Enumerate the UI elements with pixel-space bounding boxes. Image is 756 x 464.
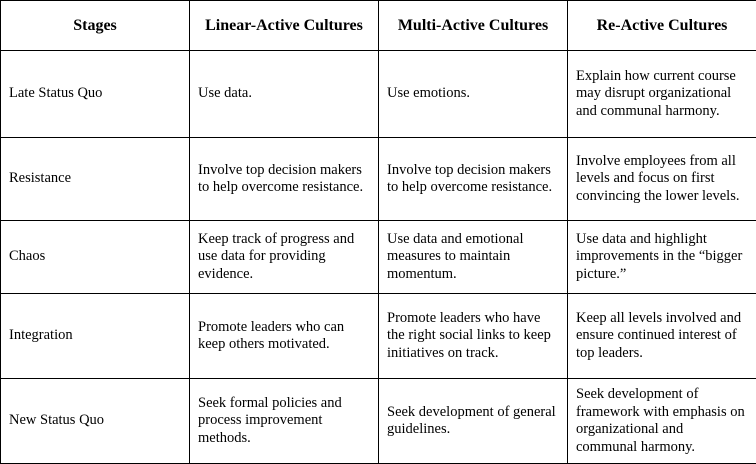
table-row [1, 379, 756, 464]
header-multi-active: Multi-Active Cultures [379, 1, 568, 51]
multi-active-cell: Use emotions. [379, 51, 568, 138]
re-active-cell: Explain how current course may disrupt organizational and communal harmony. [568, 51, 756, 138]
multi-active-cell: Promote leaders who have the right social links to keep initiatives on track. [379, 294, 568, 379]
linear-active-cell: Promote leaders who can keep others motivated. [190, 294, 379, 379]
header-re-active: Re-Active Cultures [568, 1, 756, 51]
stage-cell: New Status Quo [1, 379, 190, 464]
header-linear-active: Linear-Active Cultures [190, 1, 379, 51]
stage-cell: Resistance [1, 138, 190, 221]
table-row [1, 138, 756, 221]
linear-active-cell: Keep track of progress and use data for providing evidence. [190, 221, 379, 294]
linear-active-cell: Use data. [190, 51, 379, 138]
multi-active-cell: Involve top decision makers to help overcome resistance. [379, 138, 568, 221]
header-stages: Stages [1, 1, 190, 51]
re-active-cell: Keep all levels involved and ensure continued interest of top leaders. [568, 294, 756, 379]
multi-active-cell: Use data and emotional measures to maintain momentum. [379, 221, 568, 294]
re-active-cell: Seek development of framework with emphasis on organizational and communal harmony. [568, 379, 756, 464]
re-active-cell: Use data and highlight improvements in the “bigger picture.” [568, 221, 756, 294]
table-row [1, 294, 756, 379]
re-active-cell: Involve employees from all levels and focus on first convincing the lower levels. [568, 138, 756, 221]
linear-active-cell: Seek formal policies and process improvement methods. [190, 379, 379, 464]
multi-active-cell: Seek development of general guidelines. [379, 379, 568, 464]
table-row [1, 51, 756, 138]
stage-cell: Integration [1, 294, 190, 379]
stage-cell: Chaos [1, 221, 190, 294]
linear-active-cell: Involve top decision makers to help overcome resistance. [190, 138, 379, 221]
header-row [1, 1, 756, 51]
table-row [1, 221, 756, 294]
stage-cell: Late Status Quo [1, 51, 190, 138]
